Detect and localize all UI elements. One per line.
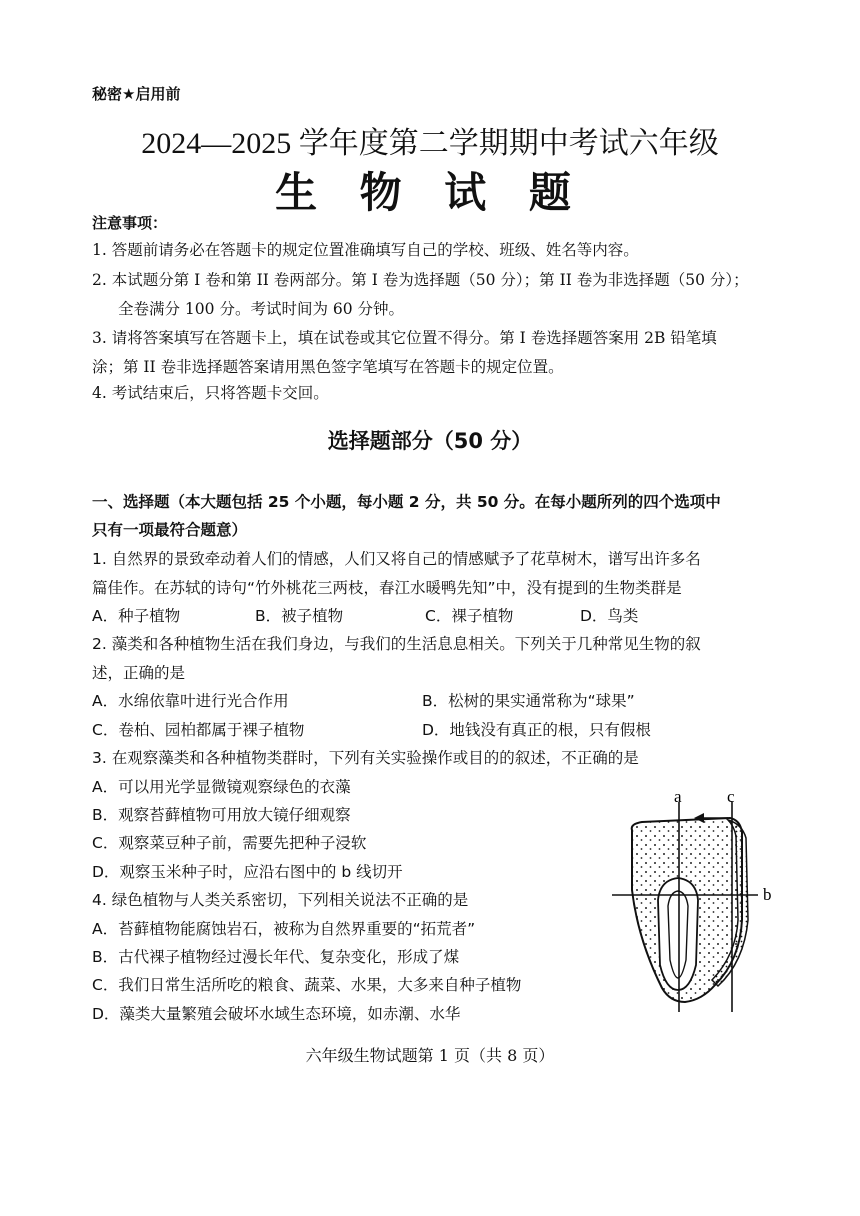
label-a: a [674, 787, 682, 806]
q1-option-d: D．鸟类 [580, 607, 639, 625]
q1-option-c: C．裸子植物 [425, 607, 514, 625]
q1-option-b: B．被子植物 [255, 607, 344, 625]
q1-stem-2: 篇佳作。在苏轼的诗句“竹外桃花三两枝，春江水暖鸭先知”中，没有提到的生物类群是 [92, 579, 682, 597]
page-footer: 六年级生物试题第 1 页（共 8 页） [305, 1046, 555, 1065]
notice-line-3-cont: 涂；第 II 卷非选择题答案请用黑色签字笔填写在答题卡的规定位置。 [92, 358, 564, 376]
notice-line-2-cont: 全卷满分 100 分。考试时间为 60 分钟。 [118, 300, 405, 318]
q3-stem: 3. 在观察藻类和各种植物类群时，下列有关实验操作或目的的叙述，不正确的是 [92, 749, 639, 767]
corn-seed-figure [590, 780, 790, 1020]
label-c: c [727, 787, 735, 806]
q2-option-a: A．水绵依靠叶进行光合作用 [92, 692, 289, 710]
q3-option-b: B．观察苔藓植物可用放大镜仔细观察 [92, 806, 351, 824]
notice-line-2: 2. 本试题分第 I 卷和第 II 卷两部分。第 I 卷为选择题（50 分）；第 II 卷为非选择题（50 分）； [92, 271, 749, 289]
notice-line-4: 4. 考试结束后，只将答题卡交回。 [92, 384, 329, 402]
q4-option-d: D．藻类大量繁殖会破坏水域生态环境，如赤潮、水华 [92, 1005, 461, 1023]
q1-stem-1: 1. 自然界的景致牵动着人们的情感，人们又将自己的情感赋予了花草树木，谱写出许多名 [92, 550, 701, 568]
part-heading-line1: 一、选择题（本大题包括 25 个小题，每小题 2 分，共 50 分。在每小题所列的四个选项中 [92, 493, 721, 511]
confidential-mark: 秘密★启用前 [92, 85, 181, 103]
q2-option-c: C．卷柏、园柏都属于裸子植物 [92, 721, 305, 739]
q1-option-a: A．种子植物 [92, 607, 181, 625]
q2-stem-2: 述，正确的是 [92, 664, 186, 682]
q3-option-c: C．观察菜豆种子前，需要先把种子浸软 [92, 834, 367, 852]
q3-option-a: A．可以用光学显微镜观察绿色的衣藻 [92, 778, 351, 796]
section-title: 选择题部分（50 分） [327, 429, 533, 453]
q4-stem: 4. 绿色植物与人类关系密切，下列相关说法不正确的是 [92, 891, 469, 909]
embryo-inner [668, 891, 688, 978]
notice-line-1: 1. 答题前请务必在答题卡的规定位置准确填写自己的学校、班级、姓名等内容。 [92, 241, 639, 259]
part-heading-line2: 只有一项最符合题意） [92, 521, 248, 539]
subject-title: 生 物 试 题 [275, 168, 585, 217]
q2-option-b: B．松树的果实通常称为“球果” [422, 692, 635, 710]
q2-stem-1: 2. 藻类和各种植物生活在我们身边，与我们的生活息息相关。下列关于几种常见生物的叙 [92, 635, 701, 653]
q3-option-d: D．观察玉米种子时，应沿右图中的 b 线切开 [92, 863, 403, 881]
q2-option-d: D．地钱没有真正的根，只有假根 [422, 721, 651, 739]
exam-title: 2024—2025 学年度第二学期期中考试六年级 [141, 127, 719, 160]
label-b: b [763, 885, 772, 904]
q4-option-a: A．苔藓植物能腐蚀岩石，被称为自然界重要的“拓荒者” [92, 920, 476, 938]
notice-line-3: 3. 请将答案填写在答题卡上，填在试卷或其它位置不得分。第 I 卷选择题答案用 2B 铅笔填 [92, 329, 717, 347]
q4-option-b: B．古代裸子植物经过漫长年代、复杂变化，形成了煤 [92, 948, 460, 966]
notice-heading: 注意事项： [92, 214, 168, 232]
q4-option-c: C．我们日常生活所吃的粮食、蔬菜、水果，大多来自种子植物 [92, 976, 522, 994]
